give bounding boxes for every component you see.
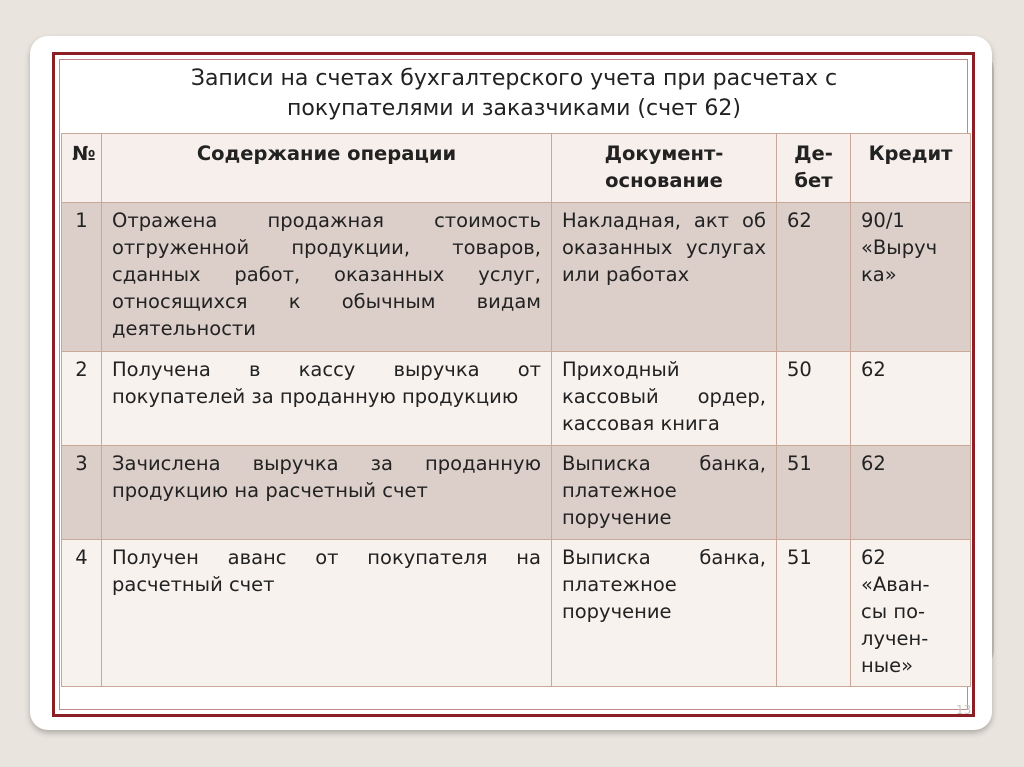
row-content: Зачислена выручка за проданную продукцию на расчетный счет [102,446,552,540]
row-content: Получена в кассу выручка от покупателей за проданную продукцию [102,352,552,446]
row-debit: 51 [777,540,851,687]
row-num: 1 [62,203,102,352]
header-credit: Кредит [851,134,971,203]
row-document: Накладная, акт об оказанных услугах или работах [552,203,777,352]
table-header-row [62,134,971,203]
accounting-table [61,133,971,687]
header-document: Документ-основание [552,134,777,203]
row-document: Выписка банка, платежное поручение [552,446,777,540]
row-content: Отражена продажная стоимость отгруженной продукции, товаров, сданных работ, оказанных услуг, относящихся к обычным видам деятельности [102,203,552,352]
row-num: 2 [62,352,102,446]
row-credit: 90/1 «Выруч ка» [851,203,971,352]
row-credit: 62 [851,446,971,540]
row-document: Выписка банка, платежное поручение [552,540,777,687]
row-document: Приходный кассовый ордер, кассовая книга [552,352,777,446]
row-content: Получен аванс от покупателя на расчетный счет [102,540,552,687]
header-debit: Де-бет [777,134,851,203]
row-debit: 51 [777,446,851,540]
row-debit: 50 [777,352,851,446]
header-content: Содержание операции [102,134,552,203]
slide-title: Записи на счетах бухгалтерского учета при расчетах с покупателями и заказчиками (счет 62) [190,66,838,121]
row-num: 4 [62,540,102,687]
table-row [62,446,971,540]
table-row [62,540,971,687]
table-row [62,203,971,352]
row-credit: 62 «Аван- сы по- лучен- ные» [851,540,971,687]
header-num: № [62,134,102,203]
row-credit: 62 [851,352,971,446]
table-row [62,352,971,446]
page-number: 13 [956,703,972,717]
row-num: 3 [62,446,102,540]
row-debit: 62 [777,203,851,352]
